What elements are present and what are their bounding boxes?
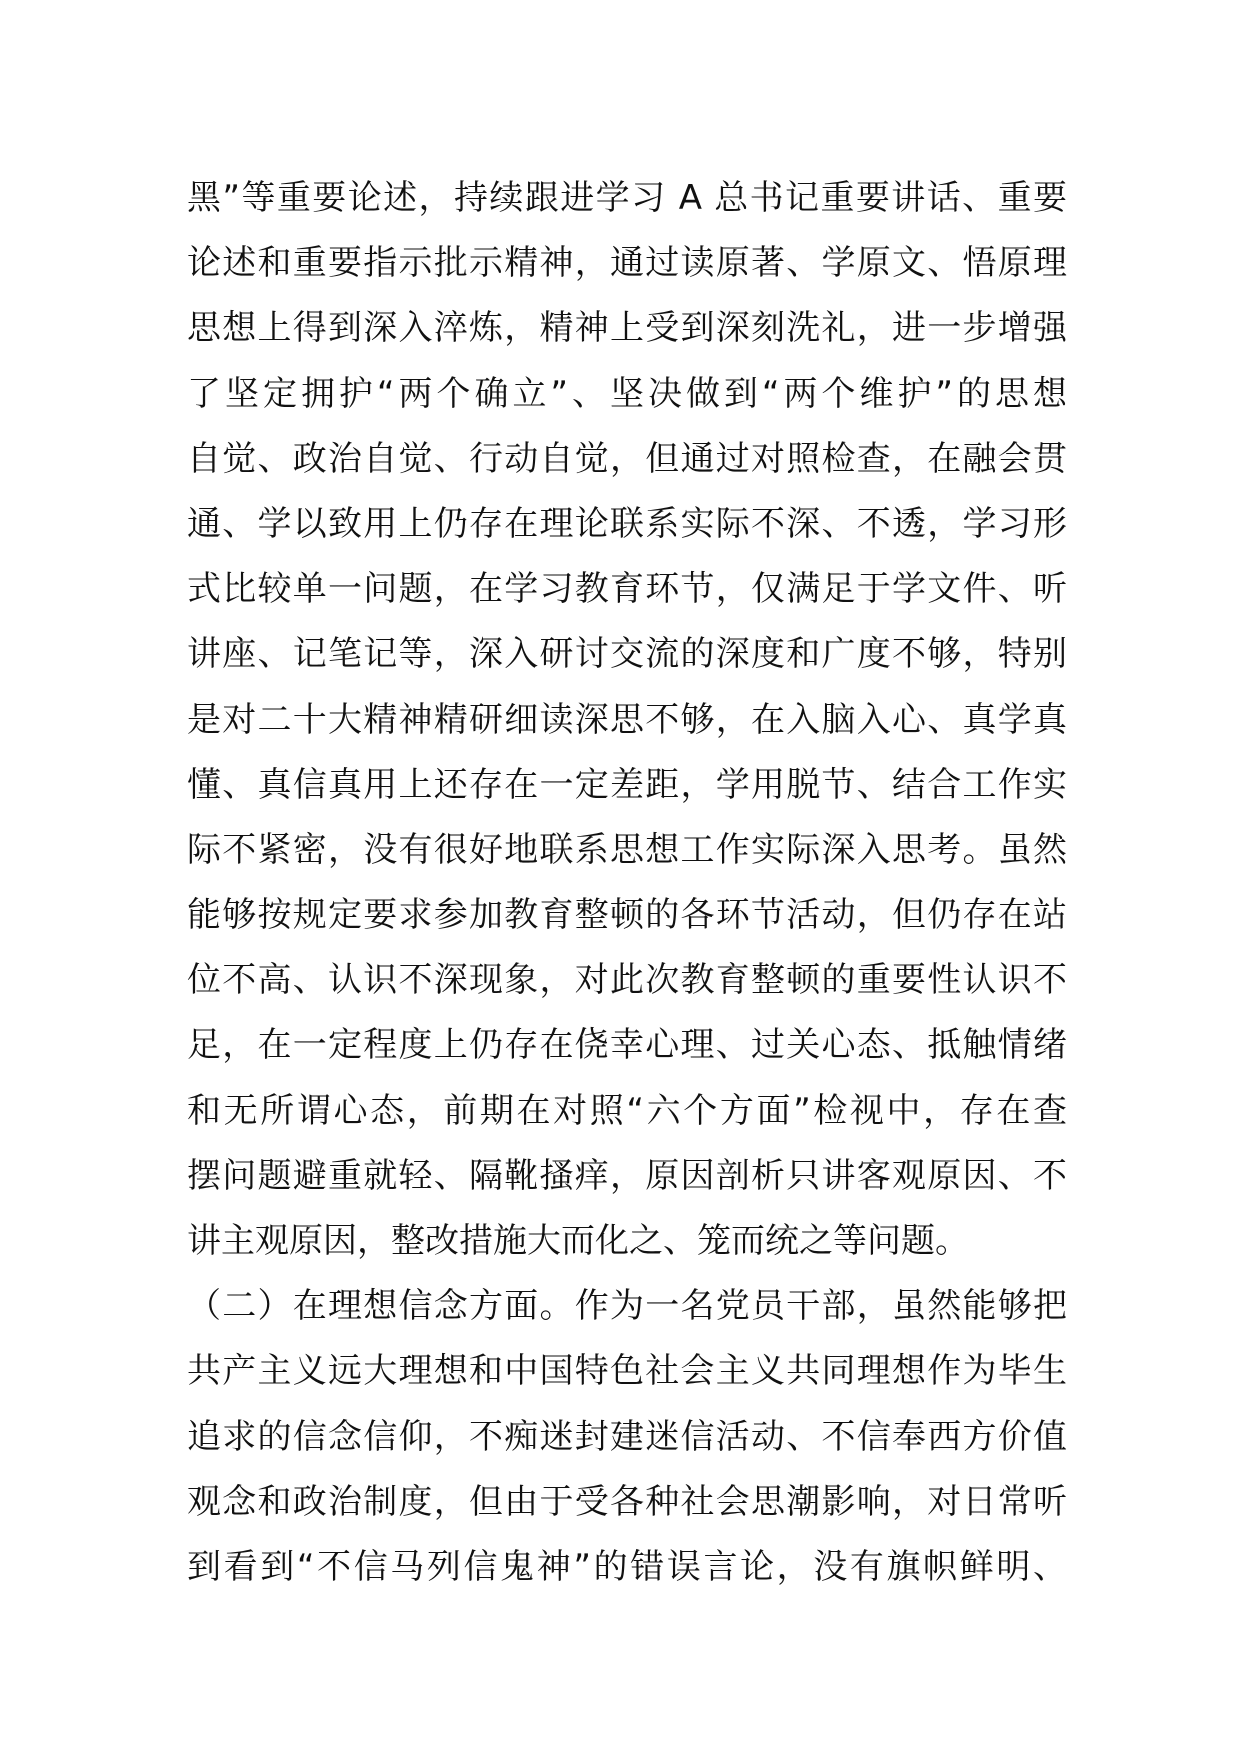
text-line: 黑”等重要论述，持续跟进学习 A 总书记重要讲话、重要 xyxy=(187,178,1067,218)
text-line: 足，在一定程度上仍存在侥幸心理、过关心态、抵触情绪 xyxy=(187,1025,1067,1066)
paragraph-end-line: 讲主观原因，整改措施大而化之、笼而统之等问题。 xyxy=(187,1221,969,1261)
text-line: 追求的信念信仰，不痴迷封建迷信活动、不信奉西方价值 xyxy=(187,1416,1067,1457)
text-line: 论述和重要指示批示精神，通过读原著、学原文、悟原理 xyxy=(187,243,1067,284)
text-line: 是对二十大精神精研细读深思不够，在入脑入心、真学真 xyxy=(187,699,1067,740)
text-line: 和无所谓心态，前期在对照“六个方面”检视中，存在查 xyxy=(187,1090,1067,1131)
text-line: 式比较单一问题，在学习教育环节，仅满足于学文件、听 xyxy=(187,569,1067,610)
text-line: 摆问题避重就轻、隔靴搔痒，原因剖析只讲客观原因、不 xyxy=(187,1155,1067,1196)
text-line: 思想上得到深入淬炼，精神上受到深刻洗礼，进一步增强 xyxy=(187,308,1067,349)
text-line: 观念和政治制度，但由于受各种社会思潮影响，对日常听 xyxy=(187,1481,1067,1522)
text-line: 通、学以致用上仍存在理论联系实际不深、不透，学习形 xyxy=(187,503,1067,544)
section-heading-line: （二）在理想信念方面。作为一名党员干部，虽然能够把 xyxy=(187,1286,1067,1327)
body-text xyxy=(187,166,1067,1600)
text-line: 自觉、政治自觉、行动自觉，但通过对照检查，在融会贯 xyxy=(187,438,1067,479)
text-line: 能够按规定要求参加教育整顿的各环节活动，但仍存在站 xyxy=(187,895,1067,936)
text-line: 共产主义远大理想和中国特色社会主义共同理想作为毕生 xyxy=(187,1351,1067,1392)
text-line: 到看到“不信马列信鬼神”的错误言论，没有旗帜鲜明、 xyxy=(187,1546,1067,1587)
text-line: 懂、真信真用上还存在一定差距，学用脱节、结合工作实 xyxy=(187,764,1067,805)
text-line: 了坚定拥护“两个确立”、坚决做到“两个维护”的思想 xyxy=(187,373,1067,414)
text-line: 际不紧密，没有很好地联系思想工作实际深入思考。虽然 xyxy=(187,829,1067,870)
text-line: 位不高、认识不深现象，对此次教育整顿的重要性认识不 xyxy=(187,960,1067,1001)
text-line: 讲座、记笔记等，深入研讨交流的深度和广度不够，特别 xyxy=(187,634,1067,675)
